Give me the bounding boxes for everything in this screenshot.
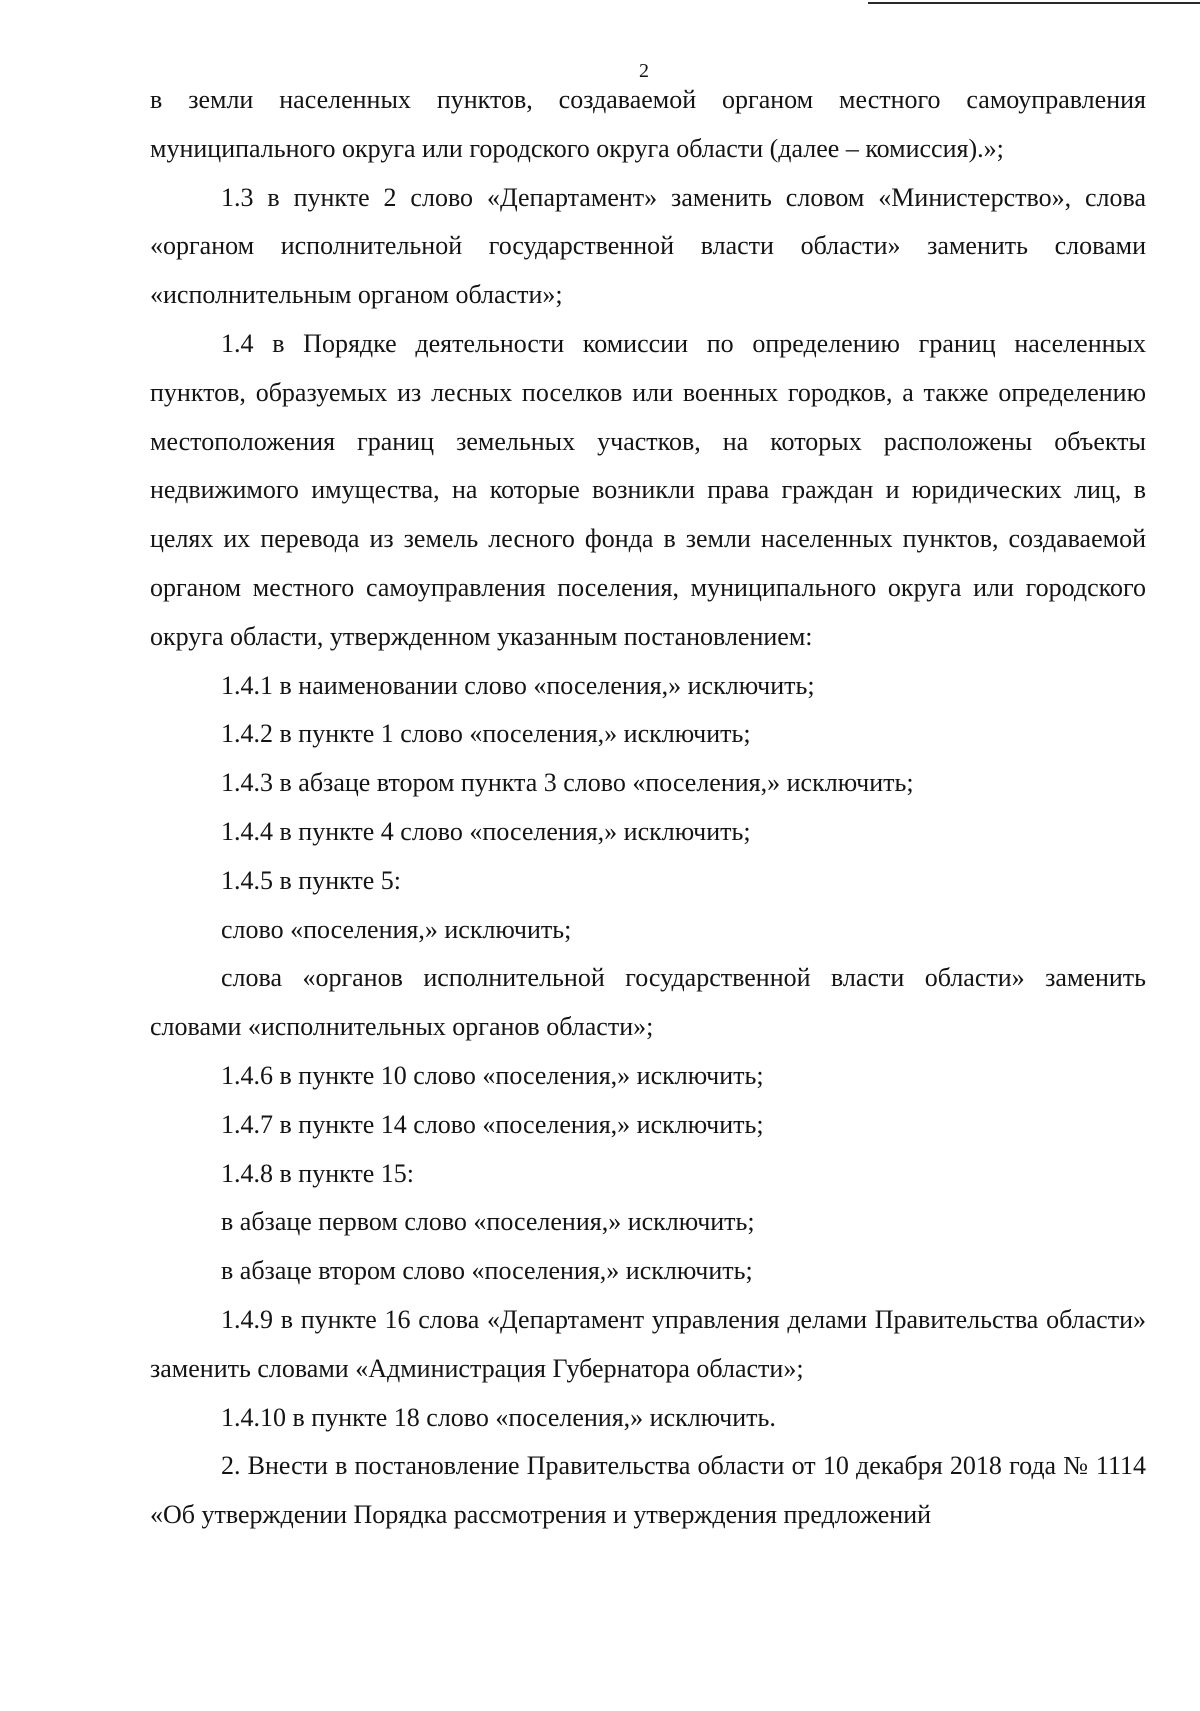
paragraph-1-4-5-item-1: слово «поселения,» исключить; [221, 914, 572, 944]
paragraph-1-4-8-item-1: в абзаце первом слово «поселения,» исключить; [221, 1207, 755, 1237]
paragraph-continuation: в земли населенных пунктов, создаваемой органом местного самоуправления муниципального округа или городского округа области (далее – комиссия).»; [150, 85, 1146, 163]
paragraph-1-4-1: 1.4.1 в наименовании слово «поселения,» исключить; [221, 670, 815, 700]
paragraph-1-4-10: 1.4.10 в пункте 18 слово «поселения,» исключить. [221, 1402, 776, 1432]
paragraph-1-4-8-item-2: в абзаце втором слово «поселения,» исключить; [221, 1256, 753, 1286]
page-number: 2 [639, 60, 649, 82]
paragraph-1-4-9: 1.4.9 в пункте 16 слова «Департамент управления делами Правительства области» заменить словами «Администрация Губернатора области»; [150, 1304, 1146, 1383]
paragraph-1-3: 1.3 в пункте 2 слово «Департамент» заменить словом «Министерство», слова «органом исполнительной государственной власти области» заменить словами «исполнительным органом области»; [150, 182, 1146, 310]
paragraph-1-4-4: 1.4.4 в пункте 4 слово «поселения,» исключить; [221, 816, 751, 846]
paragraph-1-4-6: 1.4.6 в пункте 10 слово «поселения,» исключить; [221, 1060, 764, 1090]
paragraph-2: 2. Внести в постановление Правительства области от 10 декабря 2018 года № 1114 «Об утверждении Порядка рассмотрения и утверждения предложений [150, 1451, 1146, 1530]
top-rule-line [868, 2, 1200, 4]
paragraph-1-4-3: 1.4.3 в абзаце втором пункта 3 слово «поселения,» исключить; [221, 768, 914, 798]
paragraph-1-4: 1.4 в Порядке деятельности комиссии по определению границ населенных пунктов, образуемых из лесных поселков или военных городков, а также определению местоположения границ земельных участков, на которых расположены объекты недвижимого имущества, на которые возникли права граждан и юридических лиц, в целях их перевода из земель лесного фонда в земли населенных пунктов, создаваемой органом местного самоуправления поселения, муниципального округа или городского округа области, утвержденном указанным постановлением: [150, 328, 1146, 651]
paragraph-1-4-7: 1.4.7 в пункте 14 слово «поселения,» исключить; [221, 1109, 764, 1139]
document-body [150, 76, 1146, 1540]
paragraph-1-4-8: 1.4.8 в пункте 15: [221, 1158, 415, 1188]
paragraph-1-4-5-item-2: слова «органов исполнительной государственной власти области» заменить словами «исполнительных органов области»; [150, 963, 1146, 1042]
paragraph-1-4-2: 1.4.2 в пункте 1 слово «поселения,» исключить; [221, 719, 751, 749]
paragraph-1-4-5: 1.4.5 в пункте 5: [221, 865, 402, 895]
